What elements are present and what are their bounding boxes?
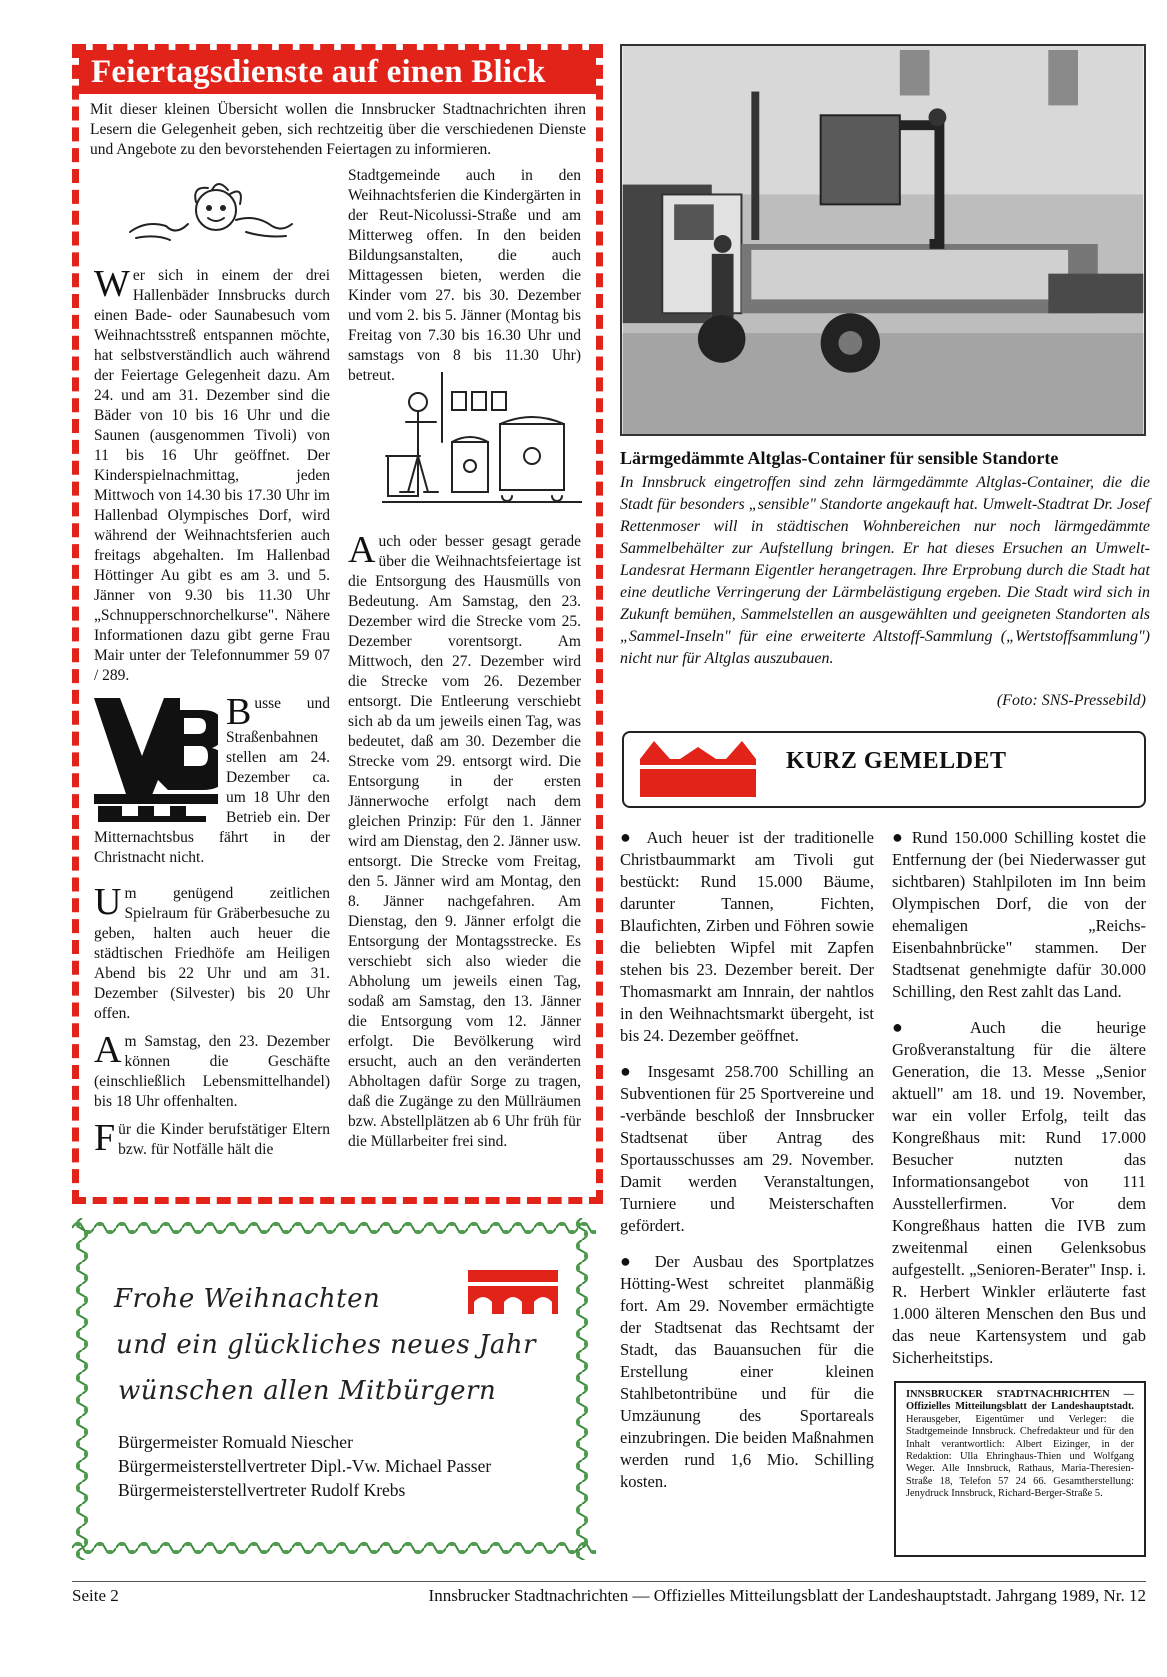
busse-block — [94, 694, 330, 876]
greeting-line-2: und ein glückliches neues Jahr — [116, 1330, 537, 1360]
photo-altglas-container — [620, 44, 1146, 436]
innsbruck-bridge-logo-icon — [640, 741, 756, 797]
kurz-item: ● Rund 150.000 Schilling kostet die Entfernung der (bei Niederwasser gut sichtbaren) Stahlpiloten im Inn beim Olympischen Dorf, die von der ehemaligen „Reichs-Eisenbahnbrücke" stammen. Der Stadtsenat genehmigte dafür 30.000 Schilling, den Rest zahlt das Land. — [892, 827, 1146, 1001]
signatory-2: Bürgermeisterstellvertreter Dipl.-Vw. Michael Passer — [118, 1456, 492, 1476]
samstag-paragraph: Am Samstag, den 23. Dezember können die Geschäfte (einschließlich Lebensmittelhandel) bis 18 Uhr offenhalten. — [94, 1029, 330, 1110]
kurz-item: ● Auch die heurige Großveranstaltung für die ältere Generation, die 13. Messe „Senior aktuell" am 18. und 19. November, war ein voller Erfolg, teilt das Kongreßhaus mit: Rund 17.000 Besucher nutzten das Informationsangebot von 111 Ausstellerfirmen. Vor dem Kongreßhaus hatten die IVB zum zweitenmal einen Gelenksobus aufgestellt. „Senioren-Berater" Insp. i. R. Herbert Winkler erläuterte fast 1.000 älteren Menschen den Bus und das neue Kartensystem und gab Sicherheitstips. — [892, 1017, 1146, 1367]
page-number: Seite 2 — [72, 1586, 119, 1605]
feiertage-title: Feiertagsdienste auf einen Blick — [79, 50, 596, 94]
friedhof-paragraph: Um genügend zeitlichen Spielraum für Gräberbesuche zu geben, halten auch heuer die städtischen Friedhöfe am Heiligen Abend bis 22 Uhr und am 31. Dezember (Silvester) bis 20 Uhr offen. — [94, 881, 330, 1022]
column-right-bottom — [348, 529, 581, 1160]
signatory-1: Bürgermeister Romuald Niescher — [118, 1432, 353, 1452]
kinder-continued: Stadtgemeinde auch in den Weihnachtsferien die Kindergärten in der Reut-Nicolussi-Straße und am Mitterweg offen. In den beiden Bildungsanstalten, die auch Mittagessen bieten, werden die Kinder vom 27. bis 30. Dezember und vom 2. bis 5. Jänner (Montag bis Freitag von 7.30 bis 16.30 Uhr und samstags von 8 bis 11.30 Uhr) betreut. — [348, 167, 581, 384]
busse-paragraph: Busse und Straßenbahnen stellen am 24. Dezember ca. um 18 Uhr den Betrieb ein. Der Mitternachtsbus fährt in der Christnacht nicht. — [94, 694, 330, 866]
photo-caption-body: In Innsbruck eingetroffen sind zehn lärmgedämmte Altglas-Container, die die Stadt für besonders „sensible" Standorte angekauft hat. Umwelt-Stadtrat Dr. Josef Rettenmoser will in städtischen Wohnbereichen nur noch lärmgedämmte Sammelbehälter zur Aufstellung bringen. Er hat dieses Ersuchen an Umwelt-Landesrat Hermann Eigentler herangetragen. Ihre Erprobung durch die Stadt hat eine deutliche Verringerung der Lärmbelästigung ergeben. Die Stadt wird sich in Zukunft bemühen, Sammelstellen an ausgewählten und geeigneten Standorten als „Sammel-Inseln" für eine erweiterte Altstoff-Sammlung („Wertstoffsammlung") nicht nur für Altglas auszubauen. — [620, 474, 1150, 667]
kurz-column-left — [620, 826, 874, 1506]
kinder-paragraph: Für die Kinder berufstätiger Eltern bzw. für Notfälle hält die — [94, 1117, 330, 1159]
innsbruck-bridge-logo-icon — [468, 1270, 558, 1314]
greeting-line-3: wünschen allen Mitbürgern — [118, 1376, 497, 1406]
kurz-gemeldet-title: KURZ GEMELDET — [786, 748, 1007, 774]
footer-rule — [72, 1581, 1146, 1582]
baeder-paragraph: Wer sich in einem der drei Hallenbäder Innsbrucks durch einen Bade- oder Saunabesuch vom Weihnachtsstreß entspannen möchte, hat selbstverständlich auch während der Feiertage Gelegenheit dazu. Am 24. und am 31. Dezember sind die Bäder von 10 bis 16 Uhr und die Saunen (ausgenommen Tivoli) von 11 bis 16 Uhr geöffnet. Der Kinderspielnachmittag, jeden Mittwoch von 14.30 bis 17.30 Uhr im Hallenbad Olympisches Dorf, wird während der Weihnachtsferien auch freitags abgehalten. Im Hallenbad Höttinger Au gibt es am 3. und 5. Jänner von 9.30 bis 11.30 Uhr „Schnupperschnorchelkurse". Nähere Informationen dazu gibt gerne Frau Mair unter der Telefonnummer 59 07 / 289. — [94, 263, 330, 684]
imprint-box — [894, 1381, 1146, 1557]
column-left — [94, 263, 330, 1168]
footer-text: Innsbrucker Stadtnachrichten — Offizielles Mitteilungsblatt der Landeshauptstadt. Jahrgang 1989, Nr. 12 — [428, 1586, 1146, 1605]
kurz-item: ● Insgesamt 258.700 Schilling an Subventionen für 25 Sportvereine und -verbände beschloß der Innsbrucker Stadtsenat über Antrag des Sportausschusses am 29. November. Damit werden Veranstaltungen, Turniere und Meisterschaften gefördert. — [620, 1061, 874, 1235]
feiertage-intro: Mit dieser kleinen Übersicht wollen die Innsbrucker Stadtnachrichten ihren Lesern die Gelegenheit geben, sich rechtzeitig über die verschiedenen Dienste und Angebote zu den bevorstehenden Feiertagen zu informieren. — [90, 101, 586, 158]
signatories — [118, 1430, 491, 1502]
kurz-item: ● Auch heuer ist der traditionelle Christbaummarkt am Tivoli gut bestückt: Rund 15.000 Bäume, darunter Tannen, Fichten, Blaufichten, Zirben und Föhren sowie die beliebten Wipfel mit Zapfen stehen bis 23. Dezember bereit. Der Thomasmarkt am Innrain, der nahtlos in den Weihnachtsmarkt übergeht, ist bis 24. Dezember geöffnet. — [620, 827, 874, 1045]
garbage-man-drawing-icon — [382, 372, 582, 512]
column-right-top — [348, 166, 581, 394]
muell-paragraph: Auch oder besser gesagt gerade über die Weihnachtsfeiertage ist die Entsorgung des Hausmülls von Bedeutung. Am Samstag, den 23. Dezember wird die Strecke vom 25. Dezember vorentsorgt. Am Mittwoch, den 27. Dezember wird die Strecke vom 26. Dezember entsorgt. Die Entleerung verschiebt sich ab da um jeweils einen Tag, was bedeutet, daß am 30. Dezember die Strecke vom 29. entsorgt wird. Die Entsorgung in der ersten Jännerwoche erfolgt nach dem gleichen Prinzip: Für den 1. Jänner wird am Dienstag, den 2. Jänner usw. entsorgt. Die Strecke vom Freitag, den 5. Jänner wird am Montag, den 8. Jänner nachgefahren. Am Dienstag, den 9. Jänner erfolgt die Entsorgung der Montagsstrecke. Es verschiebt sich also wieder die Abholung um jeweils einen Tag, sodaß am Samstag, den 13. Jänner die Entsorgung vom 12. Jänner erfolgt. Die Bevölkerung wird ersucht, auch an den veränderten Abholtagen dafür Sorge zu tragen, daß die Zugänge zu den Müllräumen bzw. Abstellplätzen ab 6 Uhr früh für die Müllarbeiter frei sind. — [348, 529, 581, 1150]
imprint-body: Herausgeber, Eigentümer und Verleger: die Stadtgemeinde Innsbruck. Chefredakteur und für den Inhalt verantwortlich: Albert Eizinger, in der Redaktion: Ulla Ehringhaus-Thien und Wolfgang Weger. Alle Innsbruck, Rathaus, Maria-Theresien-Straße 18, Telefon 57 24 66. Gesamtherstellung: Jenydruck Innsbruck, Richard-Berger-Straße 5. — [906, 1413, 1134, 1500]
greeting-line-1: Frohe Weihnachten — [114, 1284, 381, 1314]
signatory-3: Bürgermeisterstellvertreter Rudolf Krebs — [118, 1480, 406, 1500]
kurz-item: ● Der Ausbau des Sportplatzes Hötting-West schreitet planmäßig fort. Am 29. November ermächtigte der Stadtsenat das Rechtsamt der Stadt, das Bauansuchen für die Erstellung einer kleinen Stahlbetontribüne und für die Umzäunung des Sportareals einzubringen. Die beiden Maßnahmen werden rund 1,6 Mio. Schilling kosten. — [620, 1251, 875, 1491]
photo-credit: (Foto: SNS-Pressebild) — [996, 692, 1146, 709]
ivb-logo-icon — [94, 694, 218, 822]
imprint-head: INNSBRUCKER STADTNACHRICHTEN — Offizielles Mitteilungsblatt der Landeshauptstadt. — [906, 1389, 1134, 1413]
child-drawing-icon — [126, 180, 296, 250]
kurz-column-right — [892, 826, 1146, 1382]
photo-caption-title: Lärmgedämmte Altglas-Container für sensible Standorte — [620, 448, 1059, 468]
